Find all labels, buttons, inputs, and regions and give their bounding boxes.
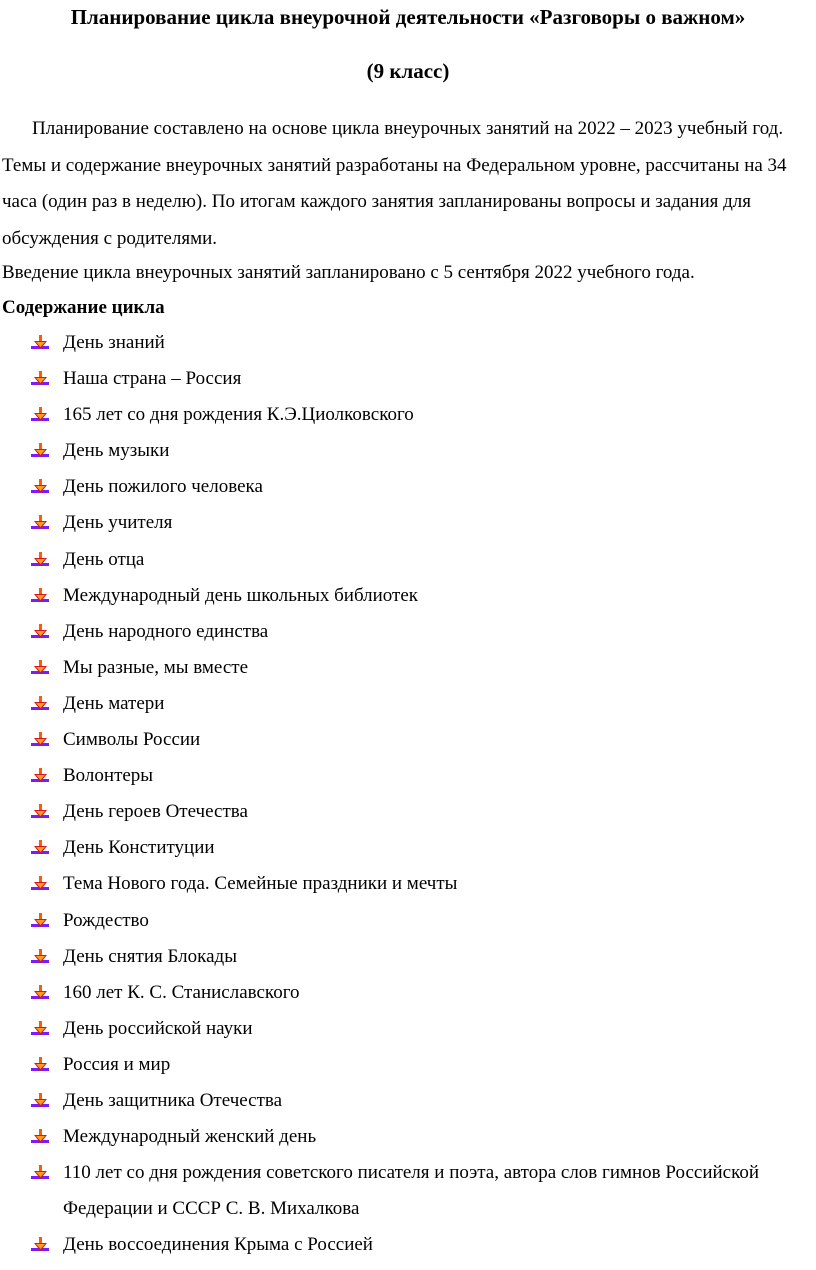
list-item — [0, 650, 803, 686]
list-item — [0, 939, 803, 975]
list-item — [0, 433, 803, 469]
list-item — [0, 614, 803, 650]
arrow-bullet-icon — [30, 767, 50, 785]
arrow-bullet-icon — [30, 370, 50, 388]
arrow-bullet-icon — [30, 731, 50, 749]
arrow-bullet-icon — [30, 1056, 50, 1074]
list-item-text: День отца — [63, 548, 145, 570]
arrow-bullet-icon — [30, 659, 50, 677]
list-item-text: День матери — [63, 692, 165, 714]
list-item — [0, 975, 803, 1011]
list-item — [0, 542, 803, 578]
document-subtitle: (9 класс) — [366, 59, 450, 83]
list-item-text: День героев Отечества — [63, 801, 248, 823]
list-item — [0, 1155, 803, 1227]
list-item-text: День снятия Блокады — [63, 945, 237, 967]
arrow-bullet-icon — [30, 695, 50, 713]
arrow-bullet-icon — [30, 406, 50, 424]
list-item-text: Наша страна – Россия — [63, 368, 242, 390]
arrow-bullet-icon — [30, 478, 50, 496]
document-title: Планирование цикла внеурочной деятельности «Разговоры о важном» — [70, 5, 746, 29]
list-item — [0, 758, 803, 794]
list-item-text: День Конституции — [63, 837, 215, 859]
list-item-text: Россия и мир — [63, 1053, 171, 1075]
arrow-bullet-icon — [30, 1020, 50, 1038]
arrow-bullet-icon — [30, 1128, 50, 1146]
list-item — [0, 1011, 803, 1047]
list-item — [0, 469, 803, 505]
list-item-text: День музыки — [63, 440, 170, 462]
arrow-bullet-icon — [30, 551, 50, 569]
list-item-text: 160 лет К. С. Станиславского — [63, 981, 300, 1003]
arrow-bullet-icon — [30, 442, 50, 460]
intro-paragraph: Планирование составлено на основе цикла внеурочных занятий на 2022 – 2023 учебный год. Темы и содержание внеурочных занятий разработаны на Федеральном уровне, рассчитаны на 34 часа (один раз в неделю). По итогам каждого занятия запланированы вопросы и задания для обсуждения с родителями. — [2, 118, 787, 249]
list-item-text: Рождество — [63, 909, 149, 931]
list-item-text: 165 лет со дня рождения К.Э.Циолковского — [63, 404, 414, 426]
arrow-bullet-icon — [30, 1164, 50, 1182]
arrow-bullet-icon — [30, 514, 50, 532]
arrow-bullet-icon — [30, 623, 50, 641]
list-item-text: Тема Нового года. Семейные праздники и мечты — [63, 873, 458, 895]
list-item — [0, 325, 803, 361]
list-item — [0, 903, 803, 939]
list-item-text: День знаний — [63, 332, 165, 353]
list-item-text: День российской науки — [63, 1017, 253, 1039]
list-item-text: Волонтеры — [63, 765, 154, 787]
list-item — [0, 686, 803, 722]
arrow-bullet-icon — [30, 587, 50, 605]
list-item — [0, 1227, 803, 1263]
section-heading: Содержание цикла — [2, 297, 165, 318]
list-item — [0, 794, 803, 830]
list-item — [0, 397, 803, 433]
list-item — [0, 722, 803, 758]
list-item — [0, 505, 803, 541]
list-item — [0, 1119, 803, 1155]
arrow-bullet-icon — [30, 984, 50, 1002]
arrow-bullet-icon — [30, 803, 50, 821]
list-item-text: День пожилого человека — [63, 476, 263, 498]
list-item-text: День народного единства — [63, 620, 269, 642]
list-item-text: День учителя — [63, 512, 173, 534]
list-item — [0, 1083, 803, 1119]
list-item-text: Символы России — [63, 729, 201, 751]
arrow-bullet-icon — [30, 948, 50, 966]
list-item — [0, 361, 803, 397]
list-item — [0, 830, 803, 866]
arrow-bullet-icon — [30, 1236, 50, 1254]
topics-list — [0, 325, 816, 1263]
list-item-text: День воссоединения Крыма с Россией — [63, 1234, 373, 1256]
arrow-bullet-icon — [30, 912, 50, 930]
list-item-text: Международный день школьных библиотек — [63, 584, 418, 606]
list-item-text: День защитника Отечества — [63, 1089, 283, 1111]
arrow-bullet-icon — [30, 334, 50, 352]
arrow-bullet-icon — [30, 875, 50, 893]
start-note: Введение цикла внеурочных занятий запланировано с 5 сентября 2022 учебного года. — [2, 262, 695, 283]
list-item — [0, 578, 803, 614]
list-item-text: 110 лет со дня рождения советского писателя и поэта, автора слов гимнов Российской Федерации и СССР С. В. Михалкова — [63, 1162, 760, 1220]
arrow-bullet-icon — [30, 1092, 50, 1110]
list-item-text: Международный женский день — [63, 1126, 317, 1148]
list-item — [0, 1047, 803, 1083]
list-item — [0, 866, 803, 902]
list-item-text: Мы разные, мы вместе — [63, 656, 248, 678]
arrow-bullet-icon — [30, 839, 50, 857]
